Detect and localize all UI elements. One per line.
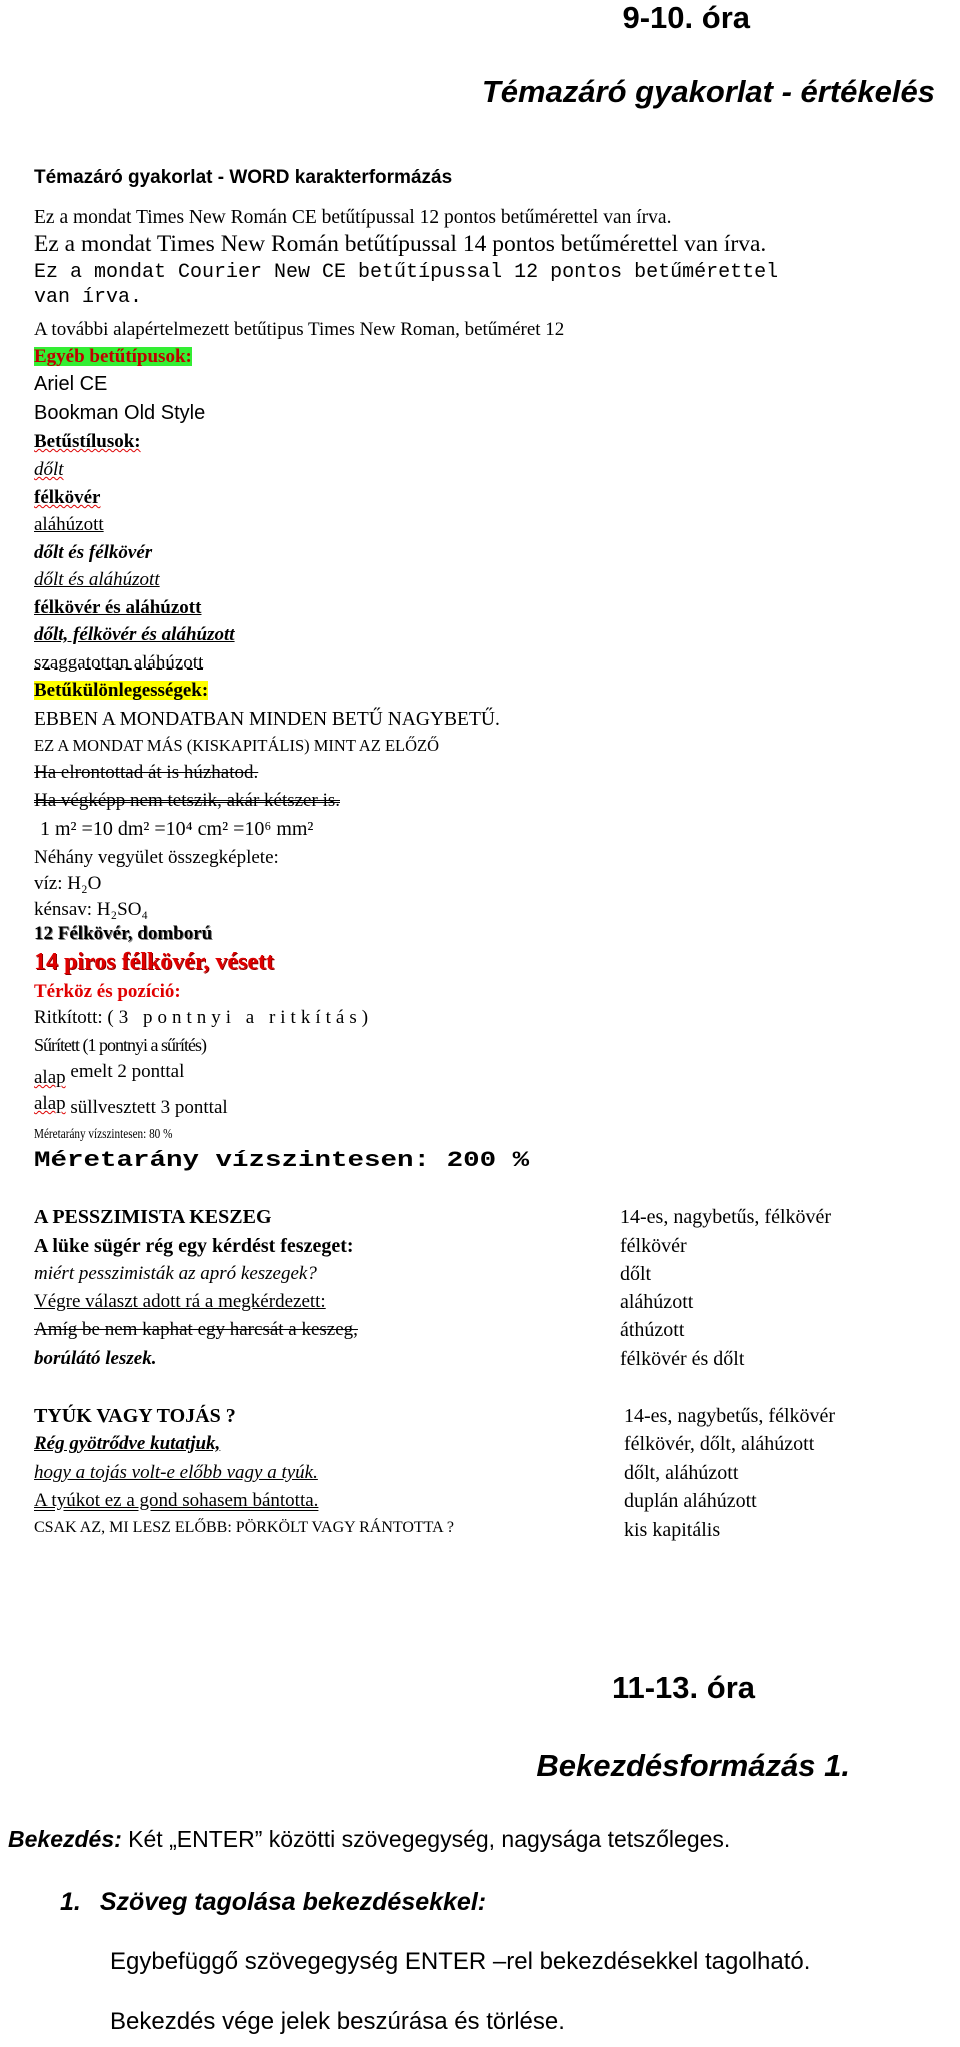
definition-line [8, 1826, 730, 1853]
condensed-text: (1 pontnyi a sűrítés) [82, 1035, 206, 1055]
poem2-line: TYÚK VAGY TOJÁS ? [34, 1405, 236, 1427]
definition-text: Két „ENTER” közötti szövegegység, nagysága tetszőleges. [121, 1826, 731, 1852]
style-bold: félkövér [34, 487, 101, 508]
poem1-line: A PESSZIMISTA KESZEG [34, 1206, 272, 1228]
poem1-line: borúlátó leszek. [34, 1348, 157, 1369]
embossed-sample: 12 Félkövér, domború [34, 923, 213, 944]
poem2-line: A tyúkot ez a gond sohasem bántotta. [34, 1490, 319, 1511]
scan-line-times-14: Ez a mondat Times New Román betűtípussal 14 pontos betűmérettel van írva. [34, 231, 767, 257]
poem2-line: CSAK AZ, MI LESZ ELŐBB: PÖRKÖLT VAGY RÁNTOTTA ? [34, 1519, 454, 1536]
poem1-note: félkövér [620, 1235, 687, 1257]
poem1-note: áthúzott [620, 1319, 685, 1341]
scan-line-courier-b: van írva. [34, 286, 143, 309]
scan-line-default-font: A további alapértelmezett betűtipus Times New Roman, betűméret 12 [34, 319, 565, 340]
condensed-label: Sűrített [34, 1035, 79, 1055]
style-italic-bold: dőlt és félkövér [34, 542, 153, 563]
spaced-label: Ritkított: [34, 1007, 103, 1028]
lowered-text: süllvesztett 3 ponttal [70, 1097, 228, 1118]
water-formula: víz: H₂O [34, 873, 102, 894]
poem1-line: miért pesszimisták az apró keszegek? [34, 1263, 317, 1284]
style-bold-underline: félkövér és aláhúzott [34, 597, 202, 618]
raised-text: emelt 2 ponttal [70, 1061, 185, 1082]
scan-line-courier-a: Ez a mondat Courier New CE betűtípussal 12 pontos betűmérettel [34, 261, 779, 284]
scan-title: Témazáró gyakorlat - WORD karakterformázás [34, 167, 453, 188]
strikethrough-line: Ha elrontottad át is húzhatod. [34, 762, 259, 783]
page-title: Témazáró gyakorlat - értékelés [481, 74, 935, 109]
style-dashed-underline: szaggatottan aláhúzott [34, 652, 204, 673]
definition-term: Bekezdés: [8, 1826, 122, 1852]
poem2-note: kis kapitális [624, 1519, 721, 1541]
scale-80-line: Méretarány vízszintesen: 80 % [34, 1127, 173, 1142]
style-italic: dőlt [34, 459, 64, 480]
paragraph-1: Egybefüggő szövegegység ENTER –rel bekezdésekkel tagolható. [110, 1948, 811, 1975]
poem1-note: aláhúzott [620, 1291, 694, 1313]
poem1-note: 14-es, nagybetűs, félkövér [620, 1206, 832, 1228]
spacing-heading: Térköz és pozíció: [34, 981, 181, 1002]
poem2-line: hogy a tojás volt-e előbb vagy a tyúk. [34, 1462, 318, 1483]
list-number: 1. [60, 1888, 81, 1916]
styles-heading: Betűstílusok: [34, 431, 141, 452]
poem1-note: dőlt [620, 1263, 652, 1285]
caps-line: EBBEN A MONDATBAN MINDEN BETŰ NAGYBETŰ. [34, 709, 500, 730]
lesson-number: 9-10. óra [622, 0, 750, 35]
compounds-label: Néhány vegyület összegképlete: [34, 847, 279, 868]
scanned-word-document [26, 160, 951, 1630]
lesson-number-2: 11-13. óra [611, 1670, 755, 1705]
condensed-line [34, 1036, 206, 1054]
other-fonts-heading: Egyéb betűtípusok: [34, 346, 192, 367]
poem1-line: A lüke sügér rég egy kérdést feszeget: [34, 1235, 354, 1257]
list-heading [60, 1888, 486, 1917]
smallcaps-line: EZ A MONDAT MÁS (KISKAPITÁLIS) MINT AZ ELŐZŐ [34, 736, 440, 755]
raised-base: alap [34, 1067, 66, 1088]
poem2-note: félkövér, dőlt, aláhúzott [624, 1433, 815, 1455]
scale-200-line: Méretarány vízszintesen: 200 % [34, 1148, 530, 1173]
style-italic-underline: dőlt és aláhúzott [34, 569, 160, 590]
bookman-font-sample: Bookman Old Style [34, 402, 206, 424]
raised-line [34, 1061, 185, 1088]
section-title: Bekezdésformázás 1. [536, 1748, 850, 1783]
scan-line-times-12: Ez a mondat Times New Román CE betűtípussal 12 pontos betűmérettel van írva. [34, 207, 672, 228]
poem2-note: 14-es, nagybetűs, félkövér [624, 1405, 836, 1427]
lowered-base: alap [34, 1093, 66, 1114]
spaced-text: (3 pontnyi a ritkítás) [107, 1007, 374, 1028]
poem2-note: duplán aláhúzott [624, 1490, 757, 1512]
specials-heading: Betűkülönlegességek: [34, 680, 209, 701]
style-underline: aláhúzott [34, 514, 104, 535]
poem1-line: Amíg be nem kaphat egy harcsát a keszeg, [34, 1319, 358, 1340]
red-engraved-sample: 14 piros félkövér, vésett [34, 949, 274, 975]
lowered-line [34, 1093, 228, 1118]
style-all-three: dőlt, félkövér és aláhúzott [34, 624, 235, 645]
poem2-note: dőlt, aláhúzott [624, 1462, 739, 1484]
acid-formula: kénsav: H₂SO₄ [34, 899, 149, 920]
poem1-line: Végre választ adott rá a megkérdezett: [34, 1291, 326, 1312]
poem1-note: félkövér és dőlt [620, 1348, 745, 1370]
list-heading-text: Szöveg tagolása bekezdésekkel: [99, 1888, 487, 1916]
poem2-line: Rég gyötrődve kutatjuk, [34, 1433, 221, 1454]
paragraph-2: Bekezdés vége jelek beszúrása és törlése. [110, 2008, 565, 2035]
spaced-line [34, 1008, 373, 1027]
double-strikethrough-line: Ha végképp nem tetszik, akár kétszer is. [34, 790, 340, 811]
units-superscript-line: 1 m² =10 dm² =10⁴ cm² =10⁶ mm² [40, 818, 314, 840]
ariel-font-sample: Ariel CE [34, 373, 108, 395]
